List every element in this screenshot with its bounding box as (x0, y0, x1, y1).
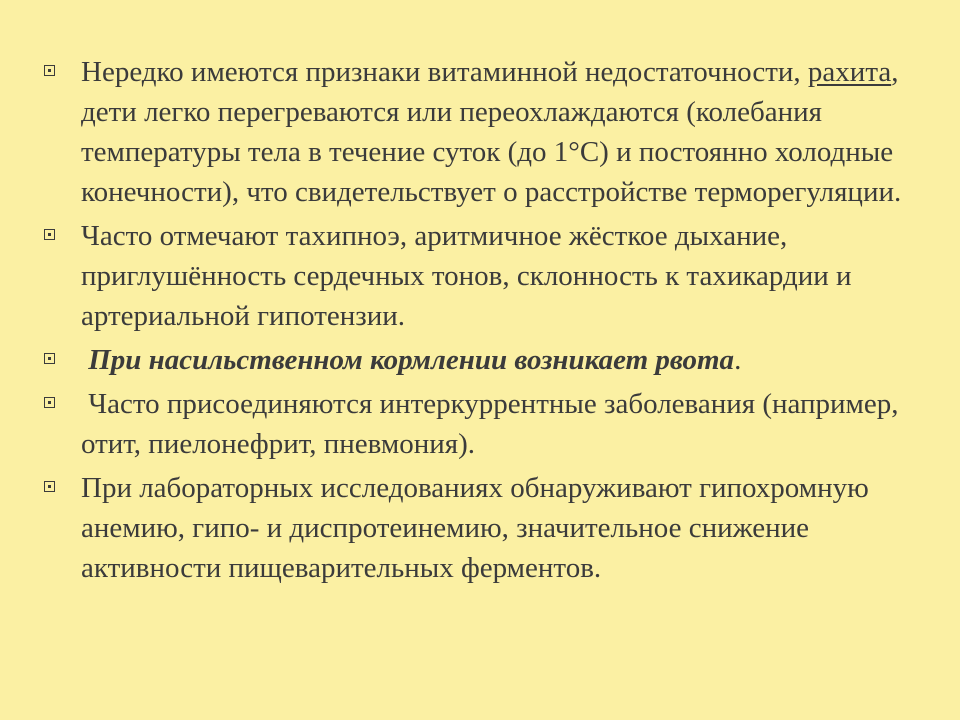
list-item (44, 52, 914, 212)
bullet-text: При лабораторных исследованиях обнаруживают гипохромную анемию, гипо- и диспротеинемию, значительное снижение активности пищеварительных ферментов. (81, 472, 869, 584)
list-item (44, 384, 914, 464)
square-bullet-icon (44, 65, 55, 76)
list-item (44, 468, 914, 588)
emphasis-text: При насильственном кормлении возникает рвота (88, 344, 735, 376)
square-bullet-icon (44, 353, 55, 364)
bullet-text: Часто отмечают тахипноэ, аритмичное жёсткое дыхание, приглушённость сердечных тонов, склонность к тахикардии и артериальной гипотензии. (81, 220, 852, 332)
bullet-text: При насильственном кормлении возникает рвота. (88, 344, 742, 376)
list-item (44, 216, 914, 336)
square-bullet-icon (44, 397, 55, 408)
square-bullet-icon (44, 229, 55, 240)
bullet-list (44, 52, 914, 592)
rickets-link[interactable]: рахита (807, 56, 892, 88)
list-item (44, 340, 914, 380)
bullet-text: Часто присоединяются интеркуррентные заболевания (например, отит, пиелонефрит, пневмония). (81, 388, 899, 460)
square-bullet-icon (44, 481, 55, 492)
bullet-text: Нередко имеются признаки витаминной недостаточности, рахита, дети легко перегреваются или переохлаждаются (колебания температуры тела в течение суток (до 1°С) и постоянно холодные конечности), что свидетельствует о расстройстве терморегуляции. (81, 56, 902, 208)
